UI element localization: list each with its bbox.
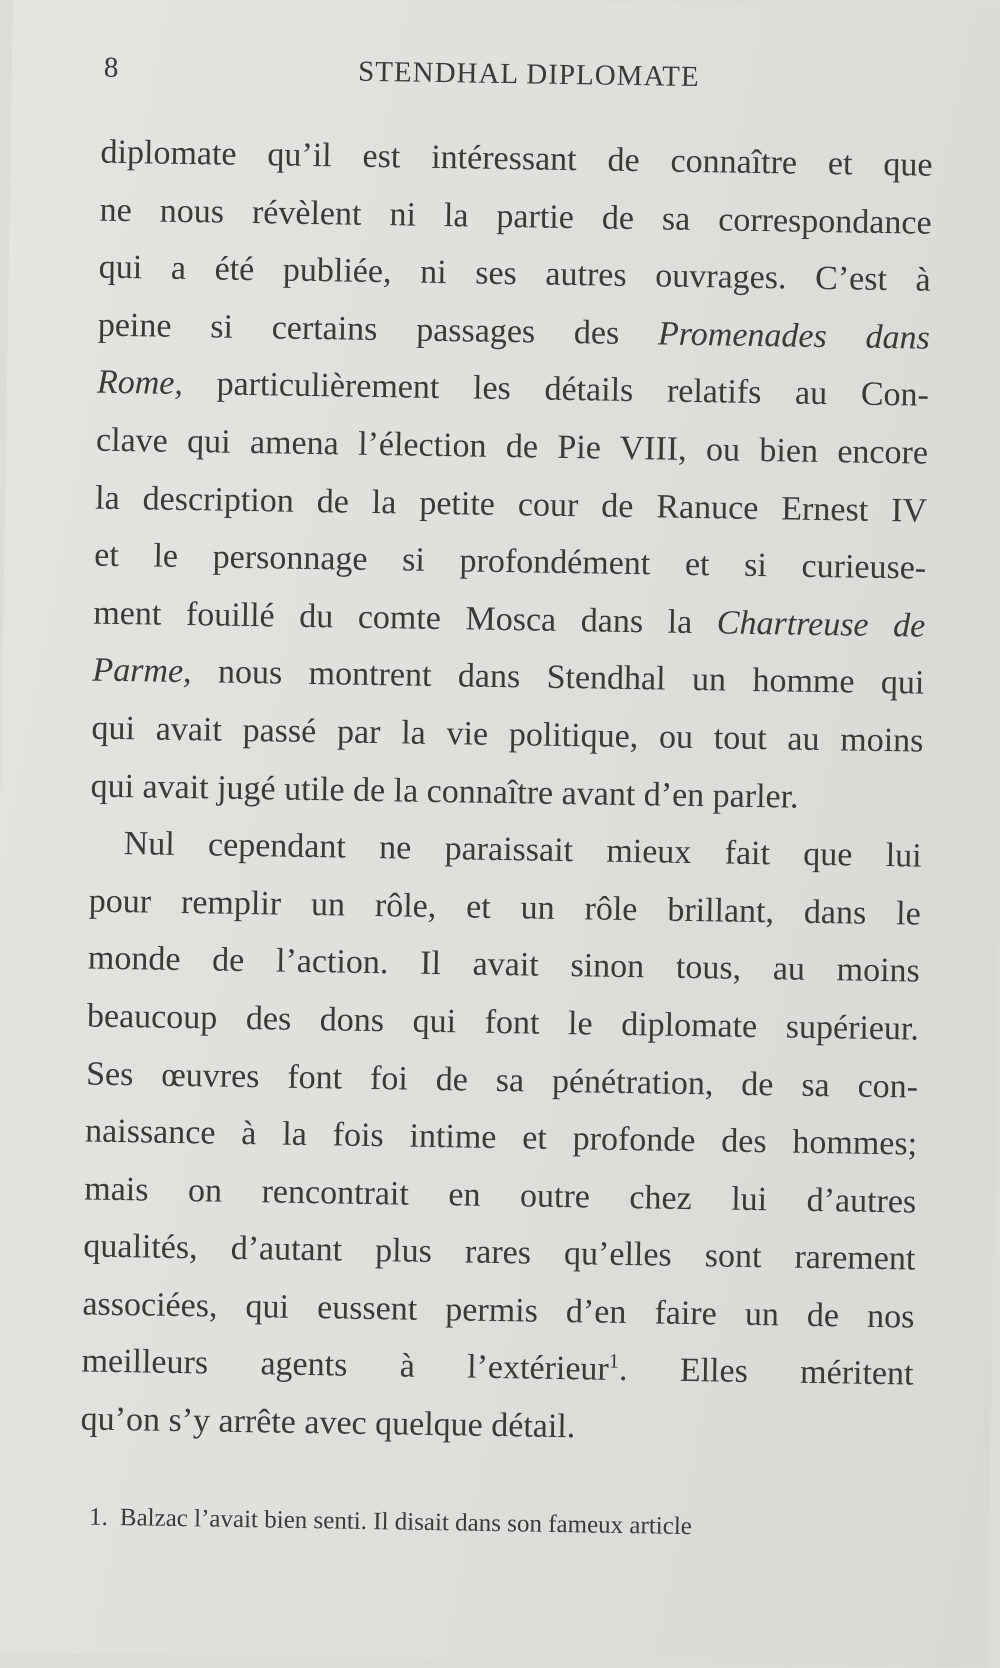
text-line: et le personnage si profondément et si curieuse- — [93, 536, 927, 587]
text-line: qualités, d’autant plus rares qu’elles sont rarement — [83, 1227, 916, 1278]
text-line: ment fouillé du comte Mosca dans la Chartreuse de — [93, 594, 926, 645]
text-line: qui a été publiée, ni ses autres ouvrages. C’est à — [98, 248, 931, 299]
running-head — [103, 52, 914, 109]
italic-title: Rome, — [96, 363, 184, 403]
page-number: 8 — [103, 51, 120, 84]
running-title: STENDHAL DIPLOMATE — [357, 55, 700, 94]
text-line: mais on rencontrait en outre chez lui d’autres — [84, 1170, 917, 1221]
text-line: Rome, particulièrement les détails relatifs au Con- — [96, 363, 930, 415]
text-line: naissance à la fois intime et profonde des hommes; — [84, 1112, 918, 1163]
text-line: qu’on s’y arrête avec quelque détail. — [80, 1400, 576, 1446]
text-line: monde de l’action. Il avait sinon tous, au moins — [87, 939, 921, 990]
italic-title: Parme, — [92, 651, 192, 691]
text-line: associées, qui eussent permis d’en faire un de nos — [82, 1285, 915, 1336]
italic-title: Promenades dans — [657, 315, 931, 357]
text-line: diplomate qu’il est intéressant de connaître et que — [100, 133, 933, 184]
italic-title: Chartreuse de — [716, 604, 926, 645]
text-line: Nul cependant ne paraissait mieux fait que lui — [123, 825, 922, 875]
text-line: meilleurs agents à l’extérieur$^1$. Elles méritent — [81, 1342, 914, 1394]
text-line: la description de la petite cour de Ranuce Ernest IV — [94, 479, 928, 530]
text-line: clave qui amena l’élection de Pie VIII, ou bien encore — [95, 421, 929, 472]
body-text — [80, 124, 933, 1462]
footnote-number: 1. — [88, 1503, 109, 1531]
text-line: qui avait passé par la vie politique, ou tout au moins — [91, 709, 924, 760]
text-line: beaucoup des dons qui font le diplomate supérieur. — [86, 997, 920, 1048]
text-line: qui avait jugé utile de la connaître avant d’en parler. — [90, 767, 799, 816]
text-line: Parme, nous montrent dans Stendhal un homme qui — [92, 651, 925, 702]
text-line: pour remplir un rôle, et un rôle brillant, dans le — [88, 882, 922, 933]
text-line: peine si certains passages des Promenades dans — [97, 306, 931, 357]
text-line: ne nous révèlent ni la partie de sa correspondance — [99, 191, 932, 242]
footnote-reference: 1 — [608, 1350, 620, 1374]
text-line: Ses œuvres font foi de sa pénétration, de sa con- — [85, 1055, 919, 1106]
footnote-text: Balzac l’avait bien senti. Il disait dans son fameux article — [119, 1504, 693, 1541]
footnote — [89, 1502, 889, 1547]
